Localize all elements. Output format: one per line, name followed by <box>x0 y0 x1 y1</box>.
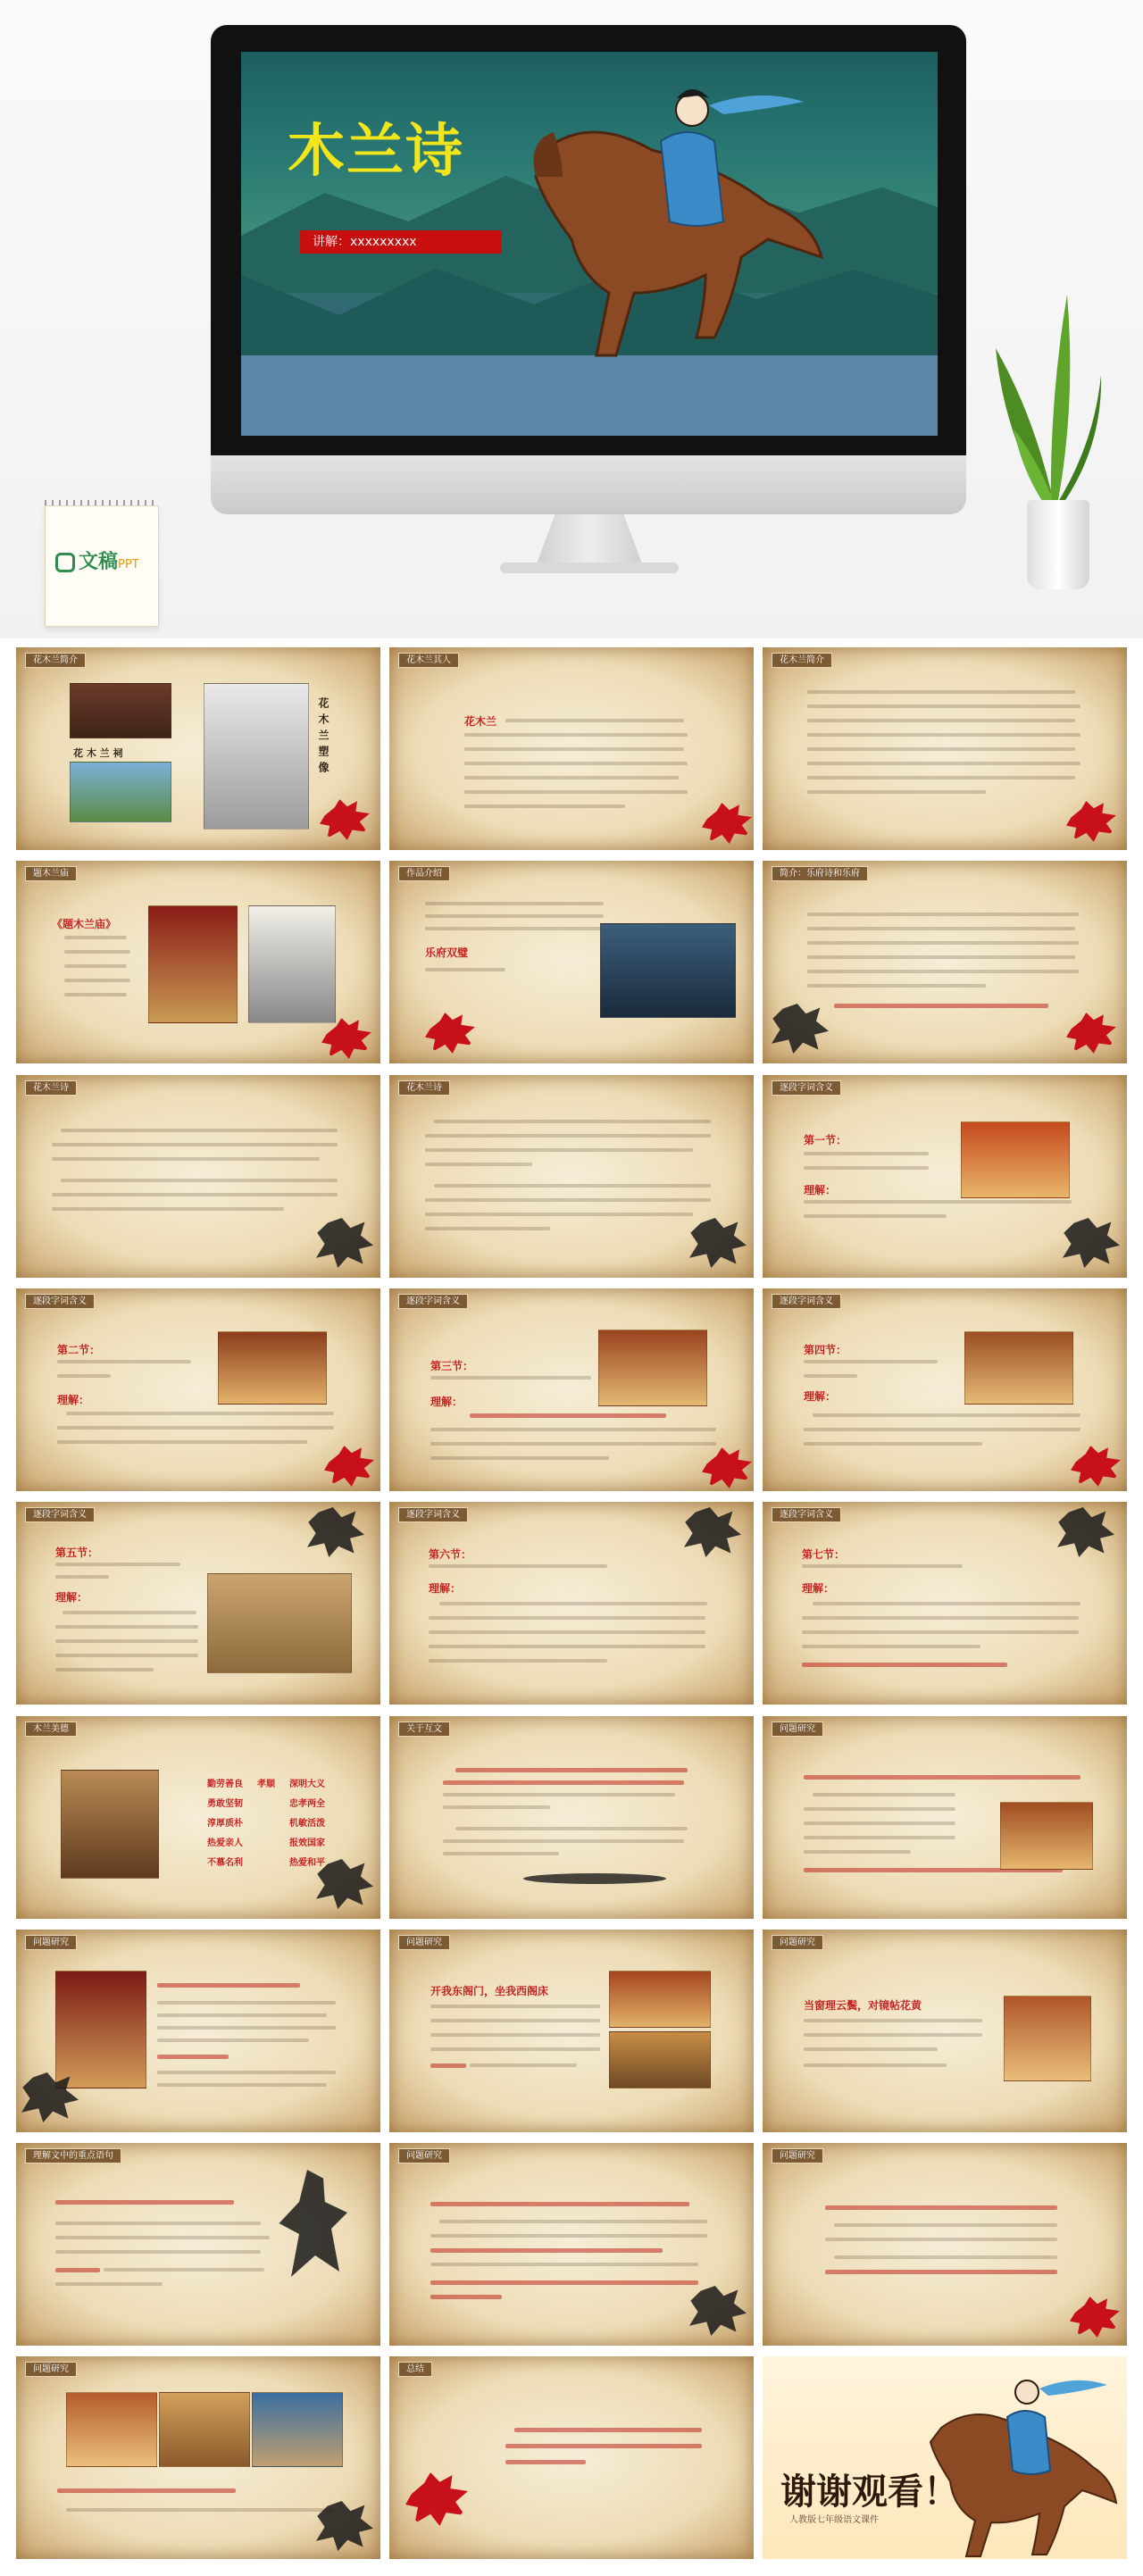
text-line <box>104 2268 264 2272</box>
text-line <box>807 719 1075 722</box>
slide-heading: 花木兰 <box>464 715 497 728</box>
slide-heading: 第七节： <box>802 1548 846 1561</box>
slide-subheading: 理解： <box>802 1582 835 1595</box>
text-line <box>64 979 130 982</box>
cover-title: 木兰诗 <box>288 118 464 185</box>
slide-tag: 问题研究 <box>772 2148 823 2163</box>
highlight-line <box>470 1413 666 1418</box>
text-line <box>505 719 684 722</box>
slide-thumbnail[interactable] <box>389 1075 754 1278</box>
text-line <box>55 2236 270 2239</box>
slide-photo <box>598 1330 707 1406</box>
text-line <box>807 927 1075 930</box>
slide-subheading: 理解： <box>430 1396 463 1408</box>
text-line <box>64 993 127 996</box>
text-line <box>807 690 1075 694</box>
ink-brush-figure <box>275 2170 355 2277</box>
slide-photo <box>204 683 309 829</box>
slide-thumbnail[interactable] <box>763 1716 1127 1919</box>
text-line <box>55 1625 198 1629</box>
slide-tag: 问题研究 <box>398 1935 450 1950</box>
slide-photo <box>609 1971 711 2028</box>
text-line <box>443 1852 559 1855</box>
ink-splash-black <box>689 2286 747 2336</box>
text-line <box>55 1639 198 1643</box>
text-line <box>157 2038 309 2042</box>
slide-photo <box>61 1770 159 1879</box>
mulan-horse-illustration <box>914 2356 1125 2558</box>
ink-splash-red <box>405 2472 468 2526</box>
text-line <box>66 1412 334 1415</box>
text-line <box>57 1440 307 1444</box>
ink-splash-red <box>1066 1013 1116 1054</box>
ink-splash-black <box>684 1507 741 1557</box>
text-line <box>52 1207 284 1211</box>
virtue-label: 深明大义 <box>289 1780 325 1789</box>
slide-thumbnail[interactable] <box>16 2143 380 2346</box>
virtue-label: 不慕名利 <box>207 1858 243 1868</box>
slide-heading: 第一节： <box>804 1134 847 1146</box>
text-line <box>425 1148 693 1152</box>
text-line <box>61 1129 338 1132</box>
slide-photo <box>248 905 336 1023</box>
slide-thumbnail[interactable] <box>16 647 380 850</box>
ink-splash-black <box>772 1004 829 1054</box>
text-line <box>61 1179 338 1182</box>
text-line <box>464 762 688 765</box>
slide-thumbnail[interactable] <box>763 1502 1127 1705</box>
ink-splash-black <box>316 1218 373 1268</box>
slide-heading: 第二节： <box>57 1344 101 1356</box>
slide-photo <box>55 1971 146 2088</box>
text-line <box>464 747 684 751</box>
highlight-line <box>505 2444 702 2448</box>
text-line <box>804 2019 982 2022</box>
slide-subheading: 理解： <box>429 1582 462 1595</box>
text-line <box>430 1456 609 1460</box>
text-line <box>64 964 127 968</box>
virtue-label: 忠孝两全 <box>289 1799 325 1809</box>
virtue-label: 热爱亲人 <box>207 1838 243 1848</box>
text-line <box>430 2019 600 2022</box>
ink-splash-black <box>307 1507 364 1557</box>
slide-tag: 逐段字词含义 <box>25 1294 95 1309</box>
text-line <box>425 1134 711 1138</box>
virtue-label: 勤劳善良 <box>207 1780 243 1789</box>
highlight-line <box>455 1768 688 1772</box>
text-line <box>52 1193 338 1196</box>
slide-tag: 问题研究 <box>398 2148 450 2163</box>
slide-subheading: 理解： <box>55 1591 88 1604</box>
slide-photo <box>148 905 238 1023</box>
text-line <box>57 1374 111 1378</box>
text-line <box>57 1360 191 1363</box>
slide-heading: 第三节： <box>430 1360 474 1372</box>
text-line <box>464 804 625 808</box>
text-line <box>439 1602 707 1605</box>
highlight-line <box>55 2200 234 2205</box>
slide-photo <box>66 2392 157 2467</box>
text-line <box>804 2047 938 2051</box>
ink-splash-red <box>324 1446 374 1487</box>
text-line <box>804 1374 857 1378</box>
slide-photo <box>70 683 171 738</box>
slide-thumbnail[interactable] <box>389 1288 754 1491</box>
text-line <box>813 1793 955 1797</box>
slide-photo <box>1000 1802 1093 1870</box>
text-line <box>430 2047 600 2051</box>
virtue-label: 热爱和平 <box>289 1858 325 1868</box>
text-line <box>813 1413 1080 1417</box>
text-line <box>425 927 604 930</box>
highlight-line <box>804 1775 1080 1780</box>
slide-subheading: 理解： <box>804 1184 837 1196</box>
text-line <box>429 1630 705 1634</box>
text-line <box>55 1575 109 1579</box>
slide-thumbnail[interactable] <box>16 1716 380 1919</box>
slide-tag: 逐段字词含义 <box>25 1507 95 1522</box>
slide-tag: 逐段字词含义 <box>398 1507 468 1522</box>
highlight-line <box>825 2270 1057 2274</box>
slide-thumbnail[interactable] <box>763 1075 1127 1278</box>
slide-thumbnail[interactable] <box>16 1288 380 1491</box>
virtue-label: 勇敢坚韧 <box>207 1799 243 1809</box>
slide-photo <box>207 1573 352 1673</box>
text-line <box>430 1442 716 1446</box>
slide-heading: 第四节： <box>804 1344 847 1356</box>
virtue-label: 机敏活泼 <box>289 1819 325 1829</box>
slide-thumbnail[interactable] <box>16 1930 380 2132</box>
slide-thumbnail[interactable] <box>389 1502 754 1705</box>
text-line <box>443 1793 675 1797</box>
slide-thumbnail[interactable] <box>389 2356 754 2559</box>
ink-splash-red <box>702 1447 752 1488</box>
text-line <box>464 733 688 737</box>
brush-stroke <box>523 1873 666 1884</box>
slide-thumbnail[interactable] <box>389 647 754 850</box>
text-line <box>804 2033 982 2037</box>
text-line <box>464 776 679 779</box>
text-line <box>804 1360 938 1363</box>
highlight-line <box>802 1663 1007 1667</box>
text-line <box>807 970 1079 973</box>
highlight-line <box>430 2248 663 2253</box>
slide-tag: 花木兰简介 <box>772 653 832 668</box>
slide-thumbnail[interactable] <box>763 1930 1127 2132</box>
slide-thumbnail[interactable] <box>763 861 1127 1063</box>
slide-tag: 作品介绍 <box>398 866 450 881</box>
text-line <box>807 776 1075 779</box>
virtue-label: 淳厚质朴 <box>207 1819 243 1829</box>
slide-caption-vertical: 花木兰塑像 <box>317 697 330 778</box>
text-line <box>807 747 1075 751</box>
ink-splash-red <box>1070 2297 1120 2338</box>
highlight-line <box>514 2428 702 2432</box>
slide-heading: 第六节： <box>429 1548 472 1561</box>
text-line <box>443 1839 684 1843</box>
slide-thumbnail[interactable] <box>389 861 754 1063</box>
slide-tag: 总结 <box>398 2362 432 2377</box>
text-line <box>430 1428 716 1431</box>
text-line <box>157 2071 336 2074</box>
text-line <box>429 1564 607 1568</box>
highlight-line <box>443 1780 684 1785</box>
text-line <box>429 1645 705 1648</box>
slide-thumbnail[interactable] <box>16 1075 380 1278</box>
text-line <box>63 1611 196 1614</box>
slide-photo <box>70 762 171 822</box>
slide-subheading: 理解： <box>804 1390 837 1403</box>
slide-caption: 花 木 兰 祠 <box>73 747 123 759</box>
text-line <box>807 941 1079 945</box>
slide-thumbnail[interactable] <box>763 1288 1127 1491</box>
slide-photo <box>609 2031 711 2088</box>
text-line <box>807 984 986 988</box>
text-line <box>807 790 986 794</box>
slide-tag: 问题研究 <box>25 1935 77 1950</box>
text-line <box>430 2033 600 2037</box>
text-line <box>157 2013 327 2017</box>
text-line <box>825 2238 1057 2241</box>
ink-splash-red <box>320 799 370 840</box>
thanks-subtitle: 人教版七年级语文课件 <box>789 2515 879 2525</box>
text-line <box>55 2282 163 2286</box>
text-line <box>430 2234 707 2238</box>
slide-photo <box>964 1331 1073 1405</box>
text-line <box>464 790 688 794</box>
text-line <box>66 2508 334 2512</box>
text-line <box>52 1143 338 1146</box>
text-line <box>157 2083 327 2087</box>
text-line <box>804 1850 911 1854</box>
text-line <box>64 936 127 939</box>
slide-heading: 开我东阁门，坐我西阁床 <box>430 1985 549 1997</box>
text-line <box>429 1659 607 1663</box>
slide-thumbnail[interactable] <box>16 2356 380 2559</box>
text-line <box>804 1214 947 1218</box>
text-line <box>813 1602 1080 1605</box>
text-line <box>425 1227 550 1230</box>
text-line <box>439 2220 707 2223</box>
text-line <box>55 1563 180 1566</box>
text-line <box>834 2255 1057 2259</box>
text-line <box>802 1564 963 1568</box>
ink-splash-red <box>425 1013 475 1054</box>
slide-heading: 当窗理云鬓，对镜帖花黄 <box>804 1999 922 2012</box>
slide-photo <box>252 2392 343 2467</box>
slide-tag: 花木兰简介 <box>25 653 86 668</box>
highlight-line <box>430 2280 698 2285</box>
thanks-slide[interactable] <box>763 2356 1127 2559</box>
slide-thumbnail[interactable] <box>389 1930 754 2132</box>
slide-tag: 逐段字词含义 <box>772 1294 841 1309</box>
slide-tag: 题木兰庙 <box>25 866 77 881</box>
highlight-line <box>430 2063 466 2068</box>
slide-photo <box>961 1121 1070 1198</box>
slide-tag: 花木兰诗 <box>398 1080 450 1096</box>
text-line <box>430 2263 698 2266</box>
virtue-label: 报效国家 <box>289 1838 325 1848</box>
text-line <box>57 1426 334 1430</box>
ink-splash-red <box>321 1018 371 1059</box>
text-line <box>157 2001 336 2005</box>
text-line <box>804 1807 955 1811</box>
text-line <box>807 733 1080 737</box>
ink-splash-black <box>1063 1218 1120 1268</box>
text-line <box>52 1157 320 1161</box>
slide-tag: 理解文中的重点语句 <box>25 2148 121 2163</box>
text-line <box>425 914 604 918</box>
slide-photo <box>600 923 736 1018</box>
highlight-line <box>834 1004 1048 1008</box>
text-line <box>807 704 1080 708</box>
text-line <box>55 1668 154 1671</box>
text-line <box>55 2250 261 2254</box>
text-line <box>425 1198 711 1202</box>
slide-tag: 花木兰其人 <box>398 653 459 668</box>
virtue-label: 孝顺 <box>257 1780 275 1789</box>
text-line <box>425 902 604 905</box>
ink-splash-black <box>689 1218 747 1268</box>
slide-heading: 乐府双璧 <box>425 946 469 959</box>
slide-subheading: 理解： <box>57 1394 90 1406</box>
text-line <box>802 1645 980 1648</box>
slide-tag: 逐段字词含义 <box>772 1080 841 1096</box>
text-line <box>802 1616 1079 1620</box>
text-line <box>429 1616 705 1620</box>
text-line <box>430 1376 591 1380</box>
thanks-title: 谢谢观看！ <box>780 2471 959 2513</box>
text-line <box>802 1630 1079 1634</box>
highlight-line <box>55 2268 100 2272</box>
slide-thumbnail[interactable] <box>763 647 1127 850</box>
slide-tag: 问题研究 <box>772 1935 823 1950</box>
text-line <box>55 1654 198 1657</box>
highlight-line <box>505 2460 586 2464</box>
slide-tag: 花木兰诗 <box>25 1080 77 1096</box>
slide-tag: 关于互文 <box>398 1722 450 1737</box>
text-line <box>455 1827 688 1830</box>
text-line <box>64 950 130 954</box>
ink-splash-red <box>1071 1446 1121 1487</box>
text-line <box>807 955 1075 959</box>
slide-photo <box>218 1331 327 1405</box>
text-line <box>804 1822 955 1825</box>
text-line <box>804 1166 929 1170</box>
text-line <box>804 2063 947 2067</box>
ink-splash-red <box>702 803 752 844</box>
text-line <box>443 1805 550 1809</box>
slide-tag: 逐段字词含义 <box>398 1294 468 1309</box>
text-line <box>804 1836 955 1839</box>
text-line <box>434 1184 711 1188</box>
slide-photo <box>1004 1996 1091 2081</box>
text-line <box>807 762 1080 765</box>
slide-photo <box>159 2392 250 2467</box>
highlight-line <box>825 2205 1057 2210</box>
slide-tag: 问题研究 <box>772 1722 823 1737</box>
ink-splash-black <box>1057 1507 1114 1557</box>
brand-name: 文稿 <box>79 551 119 573</box>
text-line <box>804 1152 929 1155</box>
slide-tag: 问题研究 <box>25 2362 77 2377</box>
text-line <box>157 2026 336 2030</box>
text-line <box>804 1442 982 1446</box>
text-line <box>834 2223 1057 2227</box>
slide-thumbnail[interactable] <box>763 2143 1127 2346</box>
slide-thumbnail[interactable] <box>16 861 380 1063</box>
highlight-line <box>157 2055 229 2059</box>
text-line <box>470 2063 577 2067</box>
slide-thumbnail[interactable] <box>389 1716 754 1919</box>
highlight-line <box>57 2488 236 2493</box>
text-line <box>425 1213 693 1216</box>
presenter-label: 讲解：xxxxxxxxx <box>300 230 502 254</box>
text-line <box>425 1163 532 1166</box>
slide-heading: 《题木兰庙》 <box>52 918 117 930</box>
highlight-line <box>430 2295 502 2299</box>
text-line <box>430 2005 600 2008</box>
text-line <box>804 1200 1072 1204</box>
slide-thumbnail[interactable] <box>16 1502 380 1705</box>
slide-tag: 木兰美德 <box>25 1722 77 1737</box>
text-line <box>55 2222 261 2225</box>
text-line <box>425 968 505 971</box>
slide-thumbnail[interactable] <box>389 2143 754 2346</box>
virtue-grid <box>207 1775 359 1873</box>
text-line <box>434 1120 711 1123</box>
slide-heading: 第五节： <box>55 1546 99 1559</box>
brand-sub: PPT <box>118 558 139 571</box>
highlight-line <box>157 1983 300 1988</box>
text-line <box>804 1428 1080 1431</box>
highlight-line <box>430 2202 689 2206</box>
slide-tag: 简介：乐府诗和乐府 <box>772 866 868 881</box>
ink-splash-red <box>1066 801 1116 842</box>
slide-tag: 逐段字词含义 <box>772 1507 841 1522</box>
text-line <box>807 913 1079 916</box>
